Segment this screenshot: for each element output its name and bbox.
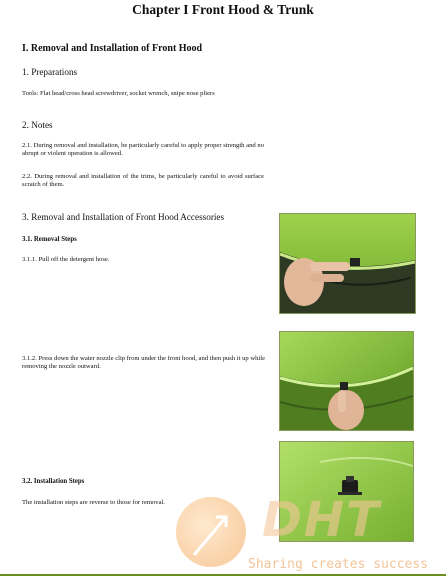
step-3-1-1-text: 3.1.1. Pull off the detergent hose.: [22, 256, 110, 263]
photo-detergent-hose: [279, 213, 416, 314]
step-3-1-2-text: 3.1.2. Press down the water nozzle clip from under the front hood, and then push it up while removing the nozzle outward.: [22, 355, 265, 371]
watermark-logo-circle: [176, 497, 246, 567]
tools-text: Tools: Flat head/cross head screwdriver, socket wrench, snipe nose pliers: [22, 90, 215, 97]
preparations-heading: 1. Preparations: [22, 67, 78, 77]
watermark-slogan: Sharing creates success: [248, 557, 429, 572]
watermark-brand: DHT: [262, 492, 381, 548]
notes-heading: 2. Notes: [22, 120, 53, 130]
arrow-icon: [176, 497, 246, 567]
page-title: Chapter I Front Hood & Trunk: [132, 2, 314, 17]
removal-steps-heading: 3.1. Removal Steps: [22, 236, 77, 243]
note-2-text: 2.2. During removal and installation of the trims, be particularly careful to avoid surface scratch of them.: [22, 173, 264, 189]
section-heading-front-hood: I. Removal and Installation of Front Hood: [22, 43, 203, 54]
photo-water-nozzle-clip: [279, 331, 414, 431]
installation-text: The installation steps are reverse to those for removal.: [22, 499, 165, 506]
photo-detergent-hose-image: [280, 214, 415, 313]
photo-water-nozzle-image: [280, 332, 413, 430]
note-1-text: 2.1. During removal and installation, be particularly careful to apply proper strength and no abrupt or violent operation is allowed.: [22, 142, 264, 158]
installation-steps-heading: 3.2. Installation Steps: [22, 478, 85, 485]
accessories-heading: 3. Removal and Installation of Front Hood Accessories: [22, 212, 225, 222]
